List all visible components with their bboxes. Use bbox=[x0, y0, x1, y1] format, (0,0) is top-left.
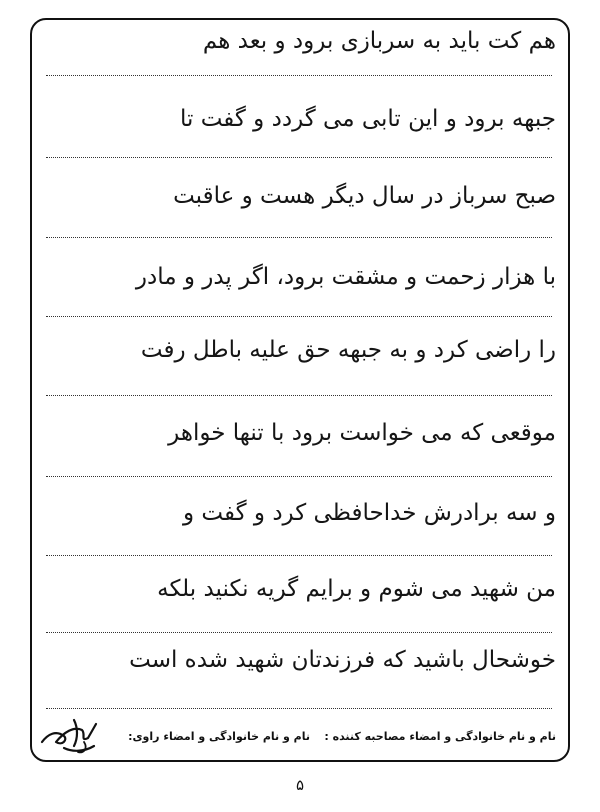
handwritten-signature bbox=[34, 712, 104, 758]
page-number: ۵ bbox=[295, 776, 305, 794]
ruled-line bbox=[46, 708, 552, 709]
ruled-line bbox=[46, 555, 552, 556]
handwritten-line: را راضی کرد و به جبهه حق علیه باطل رفت bbox=[140, 337, 556, 363]
ruled-line bbox=[46, 237, 552, 238]
handwritten-line: موقعی که می خواست برود با تنها خواهر bbox=[168, 420, 556, 446]
handwritten-line: با هزار زحمت و مشقت برود، اگر پدر و مادر bbox=[135, 264, 556, 290]
handwritten-line: من شهید می شوم و برایم گریه نکنید بلکه bbox=[157, 576, 556, 602]
ruled-line bbox=[46, 476, 552, 477]
ruled-line bbox=[46, 632, 552, 633]
handwritten-line: هم کت باید به سربازی برود و بعد هم bbox=[202, 28, 556, 54]
handwritten-line: و سه برادرش خداحافظی کرد و گفت و bbox=[183, 500, 556, 526]
narrator-signature-label: نام و نام خانوادگی و امضاء راوی: bbox=[128, 730, 310, 743]
interviewer-signature-label: نام و نام خانوادگی و امضاء مصاحبه کننده : bbox=[324, 730, 556, 743]
ruled-line bbox=[46, 75, 552, 76]
ruled-line bbox=[46, 316, 552, 317]
handwritten-line: خوشحال باشید که فرزندتان شهید شده است bbox=[129, 647, 556, 673]
handwritten-line: جبهه برود و این تابی می گردد و گفت تا bbox=[179, 106, 556, 132]
ruled-line bbox=[46, 395, 552, 396]
ruled-line bbox=[46, 157, 552, 158]
handwritten-line: صبح سرباز در سال دیگر هست و عاقبت bbox=[173, 183, 556, 209]
